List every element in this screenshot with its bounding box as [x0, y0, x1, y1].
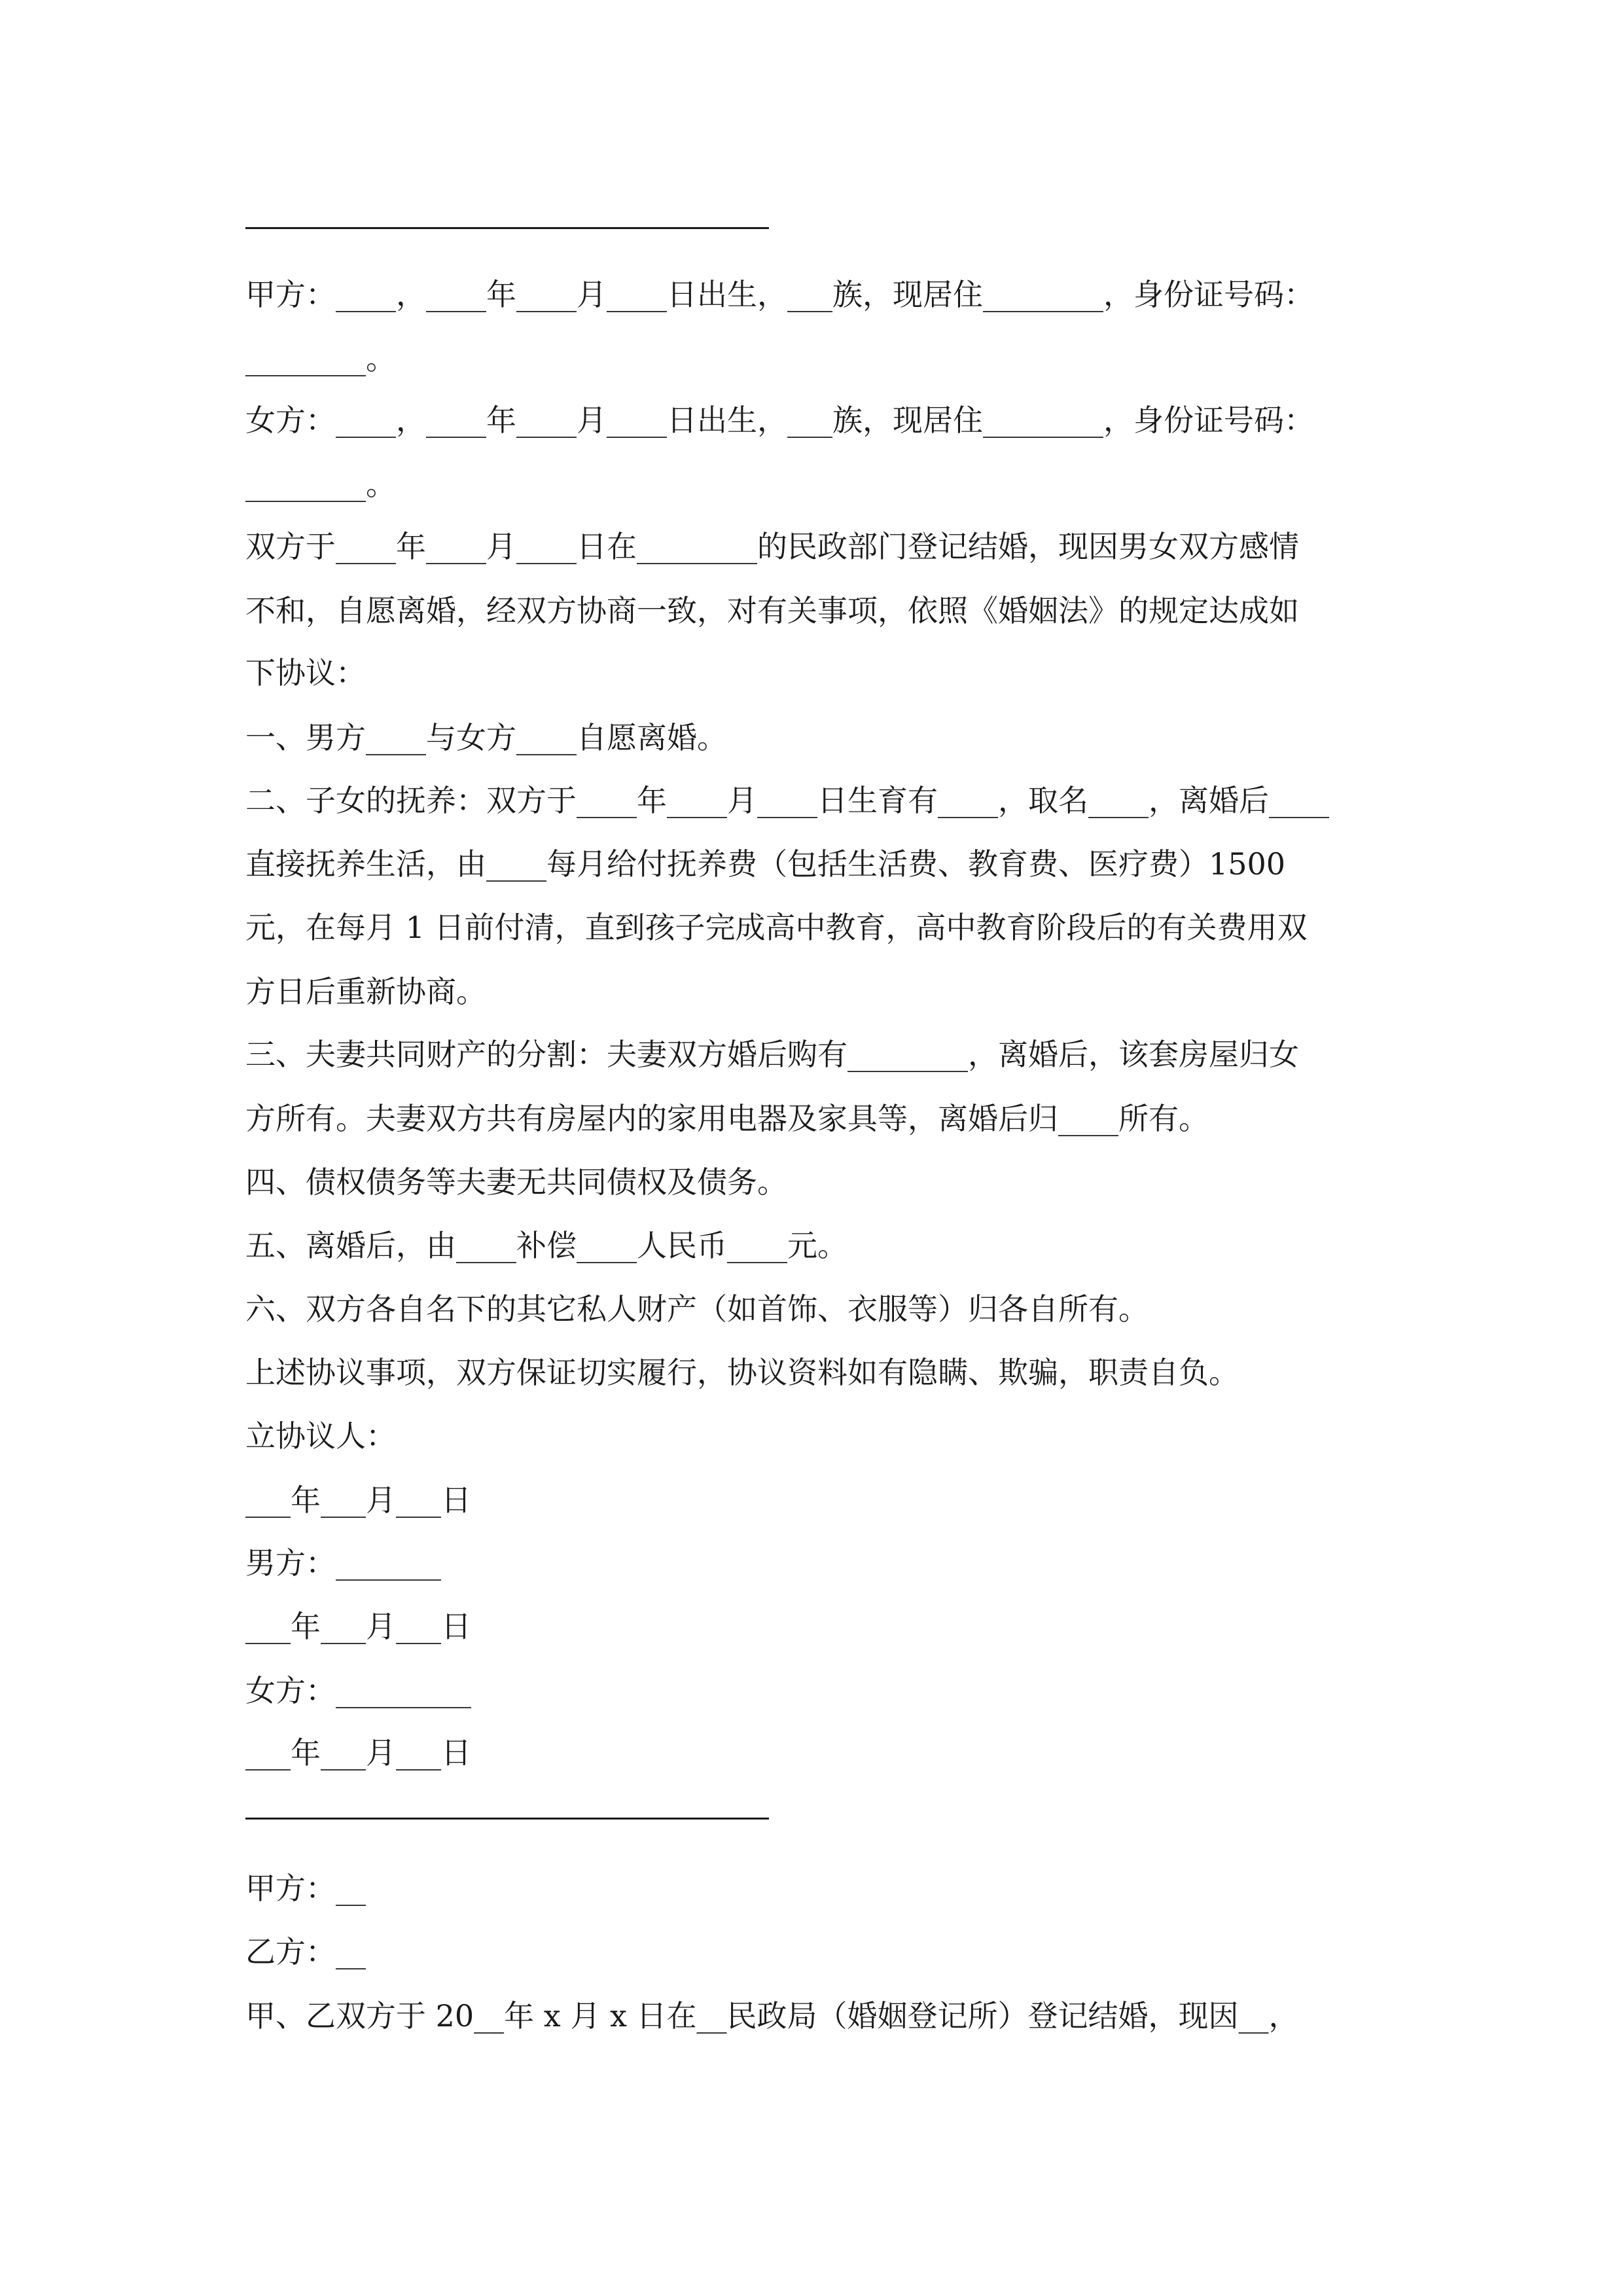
intro-paragraph-line: 双方于____年____月____日在________的民政部门登记结婚，现因男女双方感情 — [245, 529, 1299, 564]
party-jia-short: 甲方：__ — [245, 1871, 366, 1906]
section2-intro: 甲、乙双方于 20__年 x 月 x 日在__民政局（婚姻登记所）登记结婚，现因__， — [245, 1998, 1299, 2034]
male-signature-line: 男方：_______ — [245, 1545, 441, 1581]
clause-2-line: 元，在每月 1 日前付清，直到孩子完成高中教育，高中教育阶段后的有关费用双 — [245, 910, 1308, 945]
clause-5: 五、离婚后，由____补偿____人民币____元。 — [245, 1228, 847, 1263]
document-page — [245, 0, 1384, 2296]
closing-statement: 上述协议事项，双方保证切实履行，协议资料如有隐瞒、欺骗，职责自负。 — [245, 1355, 1239, 1390]
date-line: ___年___月___日 — [245, 1482, 471, 1518]
date-line: ___年___月___日 — [245, 1735, 471, 1770]
intro-paragraph-line: 下协议： — [245, 655, 366, 691]
clause-2-line: 直接抚养生活，由____每月给付抚养费（包括生活费、教育费、医疗费）1500 — [245, 846, 1286, 882]
party-yi-short: 乙方：__ — [245, 1934, 366, 1969]
clause-2-line: 二、子女的抚养：双方于____年____月____日生育有____，取名____，离婚后____ — [245, 783, 1329, 818]
date-line: ___年___月___日 — [245, 1609, 471, 1644]
clause-6: 六、双方各自名下的其它私人财产（如首饰、衣服等）归各自所有。 — [245, 1291, 1149, 1327]
clause-2-line: 方日后重新协商。 — [245, 974, 486, 1009]
party-jia-line: 甲方：____，____年____月____日出生，___族，现居住________，身份证号码： — [245, 277, 1314, 312]
intro-paragraph-line: 不和，自愿离婚，经双方协商一致，对有关事项，依照《婚姻法》的规定达成如 — [245, 593, 1299, 628]
signer-label: 立协议人： — [245, 1418, 396, 1454]
clause-3-line: 三、夫妻共同财产的分割：夫妻双方婚后购有________，离婚后，该套房屋归女 — [245, 1037, 1299, 1072]
clause-4: 四、债权债务等夫妻无共同债权及债务。 — [245, 1164, 787, 1200]
party-nv-line: 女方：____，____年____月____日出生，___族，现居住________，身份证号码： — [245, 403, 1314, 438]
clause-1: 一、男方____与女方____自愿离婚。 — [245, 720, 727, 755]
clause-3-line: 方所有。夫妻双方共有房屋内的家用电器及家具等，离婚后归____所有。 — [245, 1101, 1209, 1136]
separator-line-bottom — [245, 1818, 769, 1820]
party-jia-id-line: ________。 — [245, 341, 396, 376]
separator-line-top — [245, 227, 769, 229]
party-nv-id-line: ________。 — [245, 467, 396, 502]
female-signature-line: 女方：_________ — [245, 1673, 471, 1708]
